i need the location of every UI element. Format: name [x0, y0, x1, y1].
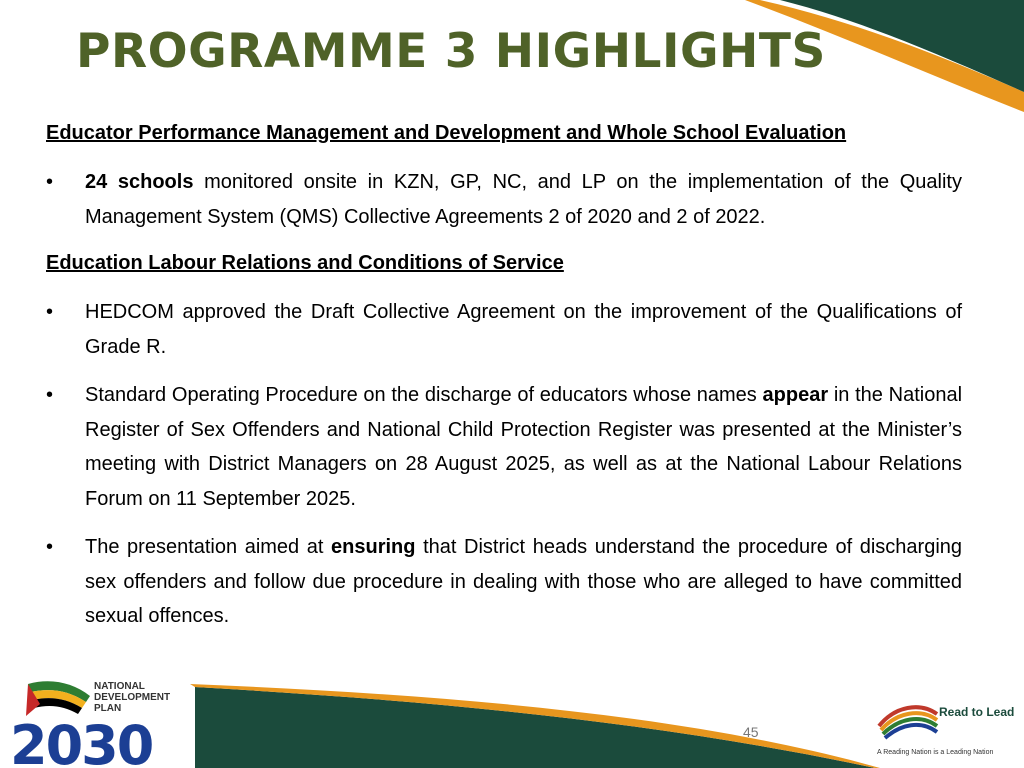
bullet-text: Standard Operating Procedure on the discharge of educators whose names — [85, 384, 763, 406]
ndp-line2: DEVELOPMENT — [94, 692, 171, 703]
bold-text: 24 schools — [85, 171, 194, 193]
bullet-icon: • — [46, 171, 54, 193]
slide-body — [46, 118, 962, 648]
bullet-list-labour-relations — [46, 295, 962, 634]
bullet-icon: • — [46, 536, 54, 558]
bullet-list-epmd — [46, 165, 962, 234]
bullet-item — [46, 378, 962, 516]
bullet-icon: • — [46, 301, 54, 323]
read-to-lead-title: Read to Lead — [939, 705, 1015, 719]
bullet-icon: • — [46, 384, 54, 406]
bullet-item — [46, 295, 962, 364]
bullet-text: The presentation aimed at — [85, 536, 332, 558]
bullet-item — [46, 530, 962, 634]
ndp-line1: NATIONAL — [94, 681, 145, 692]
ndp-2030-logo — [10, 676, 190, 766]
bold-text: ensuring — [331, 536, 416, 558]
page-number: 45 — [743, 724, 759, 740]
bullet-text: HEDCOM approved the Draft Collective Agreement on the improvement of the Qualifications of Grade R. — [85, 301, 962, 358]
read-to-lead-tagline: A Reading Nation is a Leading Nation — [877, 749, 994, 756]
bullet-text: that District heads understand the procedure of discharging sex offenders and follow due procedure in dealing with those who are alleged to have committed sexual offences. — [85, 536, 963, 627]
slide-title: PROGRAMME 3 HIGHLIGHTS — [76, 24, 826, 79]
bullet-text: monitored onsite in KZN, GP, NC, and LP on the implementation of the Quality Management System (QMS) Collective Agreements 2 of 2020 and 2 of 2022. — [85, 171, 962, 228]
bullet-item — [46, 165, 962, 234]
section-heading-labour-relations: Education Labour Relations and Conditions of Service — [46, 252, 564, 274]
bullet-text: in the National Register of Sex Offenders and National Child Protection Register was presented at the Minister’s meeting with District Managers on 28 August 2025, as well as at the National Labour Relations Forum on 11 September 2025. — [85, 384, 963, 510]
section-heading-epmd: Educator Performance Management and Development and Whole School Evaluation — [46, 122, 847, 144]
ndp-line3: PLAN — [94, 703, 122, 714]
bold-text: appear — [762, 384, 829, 406]
read-to-lead-logo — [875, 696, 1015, 762]
ndp-year: 2030 — [10, 714, 153, 766]
